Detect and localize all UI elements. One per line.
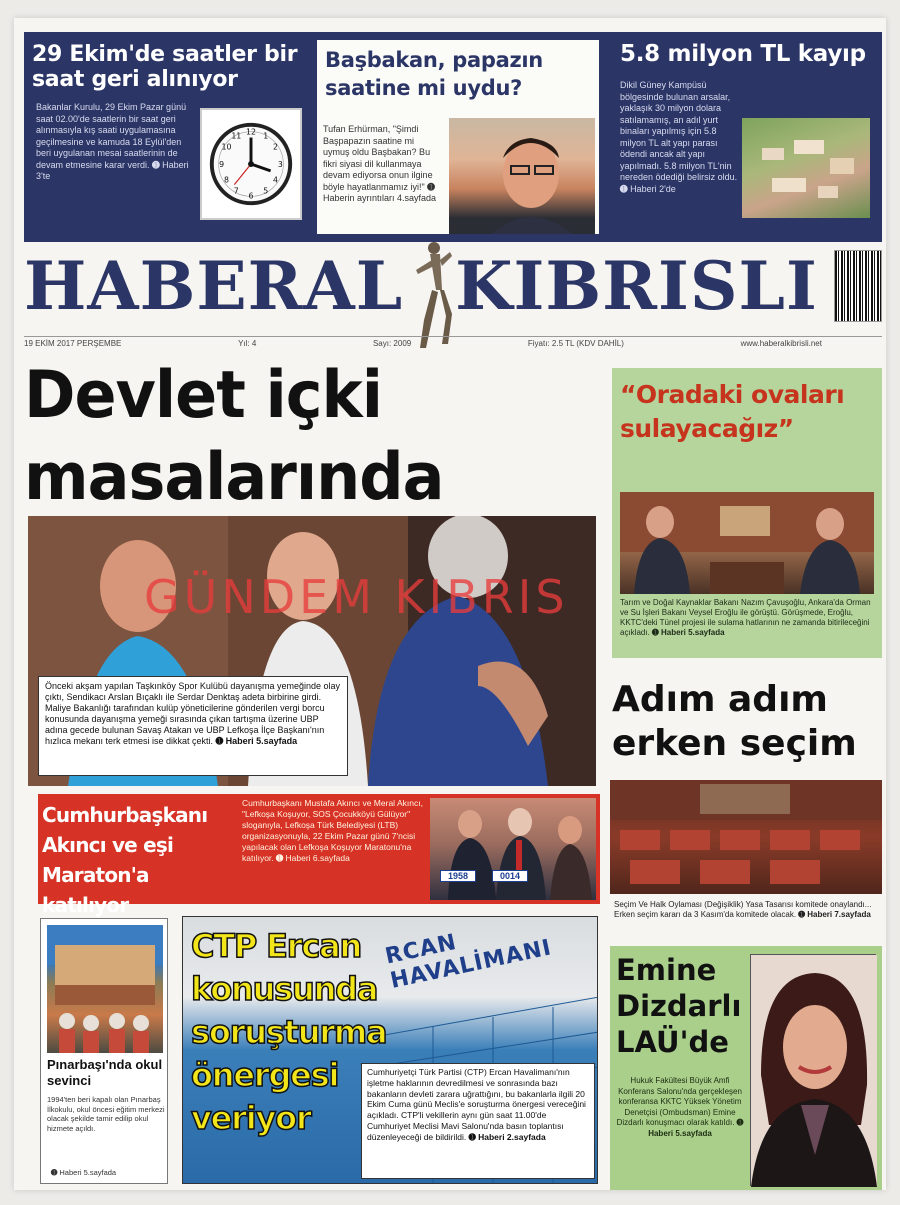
arrow-icon: ➊	[468, 1131, 476, 1142]
main-story-ref: Haberi 5.sayfada	[225, 736, 298, 746]
top-story-clocks-title: 29 Ekim'de saatler bir saat geri alınıyor	[32, 42, 298, 92]
issue-year: Yıl: 4	[238, 339, 257, 348]
parliament-photo	[610, 780, 882, 894]
top-story-loss-title: 5.8 milyon TL kayıp	[620, 41, 866, 67]
arrow-icon: ➊	[620, 183, 628, 194]
emine-story-title: Emine Dizdarlı LAÜ'de	[616, 953, 742, 1059]
arrow-icon: ➊	[652, 628, 659, 637]
svg-text:8: 8	[224, 175, 229, 185]
ercan-story-ref: Haberi 2.sayfada	[478, 1131, 546, 1142]
president-photo	[430, 798, 596, 900]
emine-story-ref: Haberi 5.sayfada	[648, 1128, 712, 1138]
school-story-body: 1994'ten beri kapalı olan Pınarbaş İlkokulu, okul öncesi eğitim merkezi olacak şekilde tamir edilip okul hizmete açıldı.	[47, 1095, 165, 1133]
irrigation-story-title: “Oradaki ovaları sulayacağız”	[620, 380, 845, 443]
politician-photo	[449, 118, 595, 234]
irrigation-story-ref: Haberi 5.sayfada	[660, 628, 725, 637]
svg-text:7: 7	[233, 186, 239, 196]
early-election-ref: Haberi 7.sayfada	[807, 910, 871, 919]
svg-text:2: 2	[273, 142, 278, 152]
arrow-icon: ➊	[276, 853, 284, 863]
svg-text:3: 3	[277, 159, 283, 169]
top-story-clocks-ref: Haberi 3'te	[36, 159, 189, 181]
top-story-clocks-body: Bakanlar Kurulu, 29 Ekim Pazar günü saat 02.00'de saatlerin bir saat geri alınmasıyla kış saati uygulamasına geçilmesine ve kamuda 18 Eylül'den beri uygulanan mesai saatlerinin de devam etmesine karar verdi.	[36, 102, 187, 170]
early-election-title-line2: erken seçim	[612, 723, 857, 764]
race-bib-1: 1958	[440, 870, 476, 882]
top-story-loss[interactable]	[606, 40, 876, 234]
early-election-headline[interactable]	[612, 678, 884, 766]
logo-right-text: KIBRISLI	[455, 247, 818, 325]
website-url[interactable]: www.haberalkibrisli.net	[740, 339, 822, 348]
emine-dizdarli-story[interactable]	[610, 946, 882, 1190]
ercan-story-title: CTP Ercan konusunda soruşturma önergesi veriyor	[191, 927, 387, 1137]
clock-image	[200, 108, 302, 220]
logo-left-text: HABERAL	[24, 247, 404, 325]
top-story-prime-minister-body: Tufan Erhürman, "Şimdi Başpapazın saatine mi uymuş oldu Başbakan? Bu fikri siyasi dil kullanmaya devam ediyorsa onun ilgine böyle hayatlanmamız iyi!"	[323, 124, 433, 192]
barcode-icon	[834, 250, 882, 322]
newspaper-front-page	[14, 18, 886, 1190]
main-headline[interactable]	[24, 354, 604, 518]
school-story-ref: Haberi 5.sayfada	[59, 1168, 117, 1177]
clock-icon	[202, 110, 300, 218]
main-story-body: Önceki akşam yapılan Taşkınköy Spor Kulübü dayanışma yemeğinde olay çıktı, Sendikacı Arslan Bıçaklı ile Serdar Denktaş adeta birbirine girdi. Maliye Bakanlığı tarafından kulüp yöneticilerine gönderilen vergi borcu konusunda dayanışma yemeği sırasında çıkan tartışma üzerine UBP adına gecede bulunan Savaş Atakan ve UBP Lefkoşa İlçe Başkanı'nın hızlıca mekanı terk etmesi ise dikkat çekti.	[45, 681, 340, 746]
emine-portrait-photo	[750, 954, 876, 1186]
irrigation-story[interactable]	[612, 368, 882, 658]
school-story-title: Pınarbaşı'nda okul sevinci	[47, 1057, 163, 1088]
main-story-caption[interactable]	[38, 676, 348, 776]
svg-text:4: 4	[273, 175, 278, 185]
ministers-meeting-photo	[620, 492, 874, 594]
top-story-clocks[interactable]	[30, 40, 310, 234]
issue-number: Sayı: 2009	[372, 339, 412, 348]
top-story-prime-minister[interactable]	[317, 40, 599, 234]
early-election-title-line1: Adım adım	[612, 679, 828, 720]
school-story[interactable]	[40, 918, 168, 1184]
campus-aerial-photo	[742, 118, 870, 218]
masthead-info-line	[24, 336, 882, 348]
svg-text:12: 12	[246, 127, 256, 137]
svg-text:10: 10	[221, 142, 232, 152]
marathon-story-ref: Haberi 6.sayfada	[285, 853, 350, 863]
masthead	[24, 246, 882, 336]
emine-story-body: Hukuk Fakültesi Büyük Amfi Konferans Salonu'nda gerçekleşen konferansa KKTC Yüksek Yönetim Denetçisi (Ombudsman) Emine Dizdarlı konuşmacı olarak katıldı.	[616, 1076, 742, 1127]
top-news-strip	[24, 32, 882, 242]
arrow-icon: ➊	[215, 736, 224, 746]
marathon-story[interactable]	[38, 794, 600, 917]
early-election-body: Seçim Ve Halk Oylaması (Değişiklik) Yasa Tasarısı komitede onaylandı... Erken seçim kararı da 3 Kasım'da komitede olacak.	[614, 900, 872, 919]
watermark-text: GÜNDEM KIBRIS	[144, 570, 569, 624]
issue-price: Fiyatı: 2.5 TL (KDV DAHİL)	[527, 339, 624, 348]
marathon-story-title: Cumhurbaşkanı Akıncı ve eşi Maraton'a katılıyor	[42, 803, 208, 917]
arrow-icon: ➊	[736, 1118, 744, 1127]
svg-text:6: 6	[248, 191, 254, 201]
arrow-icon: ➊	[798, 910, 805, 919]
main-headline-line2: masalarında	[24, 438, 444, 515]
airport-sign: RCAN HAVALİMANI	[383, 929, 555, 994]
main-headline-line1: Devlet içki	[24, 356, 382, 433]
arrow-icon: ➊	[51, 1168, 58, 1177]
runner-statue-icon	[412, 240, 452, 350]
irrigation-story-body: Tarım ve Doğal Kaynaklar Bakanı Nazım Çavuşoğlu, Ankara'da Orman ve Su İşleri Bakanı Veysel Eroğlu ile görüştü. Görüşmede, Eroğlu, KKTC'deki Tünel projesi ile sulama hatlarının ne zamanda bitirileceğini açıkladı.	[620, 598, 871, 637]
top-story-loss-ref: Haberi 2'de	[630, 183, 676, 194]
svg-text:9: 9	[219, 159, 225, 169]
marathon-story-body: Cumhurbaşkanı Mustafa Akıncı ve Meral Akıncı, "Lefkoşa Koşuyor, SOS Çocukköyü Gülüyor" sloganıyla, Lefkoşa Türk Belediyesi (LTB) organizasyonuyla, 22 Ekim Pazar günü 7'ncisi yapılacak olan Lefkoşa Koşuyor Maratonu'na katılıyor.	[242, 798, 423, 863]
school-photo	[47, 925, 163, 1053]
ercan-story-body: Cumhuriyetçi Türk Partisi (CTP) Ercan Havalimanı'nın işletme haklarının devredilmesi ve sonrasında bazı bakanların devleti zarara uğrattığını, bu bakanlarla ilgili 20 Ekim Cuma günü Meclis'e soruşturma önergesi vereceğini açıkladı. CTP'li vekillerin aynı gün saat 11.00'de Cumhuriyet Meclisi Mavi Salonu'nda basın toplantısı düzenleyeceği de bildirildi.	[367, 1067, 586, 1142]
issue-date: 19 EKİM 2017 PERŞEMBE	[24, 339, 122, 348]
top-story-loss-body: Dikil Güney Kampüsü bölgesinde bulunan arsalar, yaklaşık 30 milyon dolara satılamamış, an adıl yurt binaları yapılmış için 5.8 milyon TL alt yapı parası ödendi ancak alt yapı yapılmadı. 5.8 milyon TL'nin nereden ödediği belirsiz oldu.	[620, 80, 738, 182]
svg-text:11: 11	[231, 131, 242, 141]
race-bib-2: 0014	[492, 870, 528, 882]
top-story-prime-minister-ref: Haberin ayrıntıları 4.sayfada	[323, 193, 437, 203]
arrow-icon: ➊	[427, 181, 435, 192]
svg-text:5: 5	[263, 186, 269, 196]
arrow-icon: ➊	[152, 159, 160, 170]
svg-text:1: 1	[263, 131, 269, 141]
ercan-airport-story[interactable]	[182, 916, 598, 1184]
top-story-prime-minister-title: Başbakan, papazın saatine mi uydu?	[325, 48, 543, 100]
